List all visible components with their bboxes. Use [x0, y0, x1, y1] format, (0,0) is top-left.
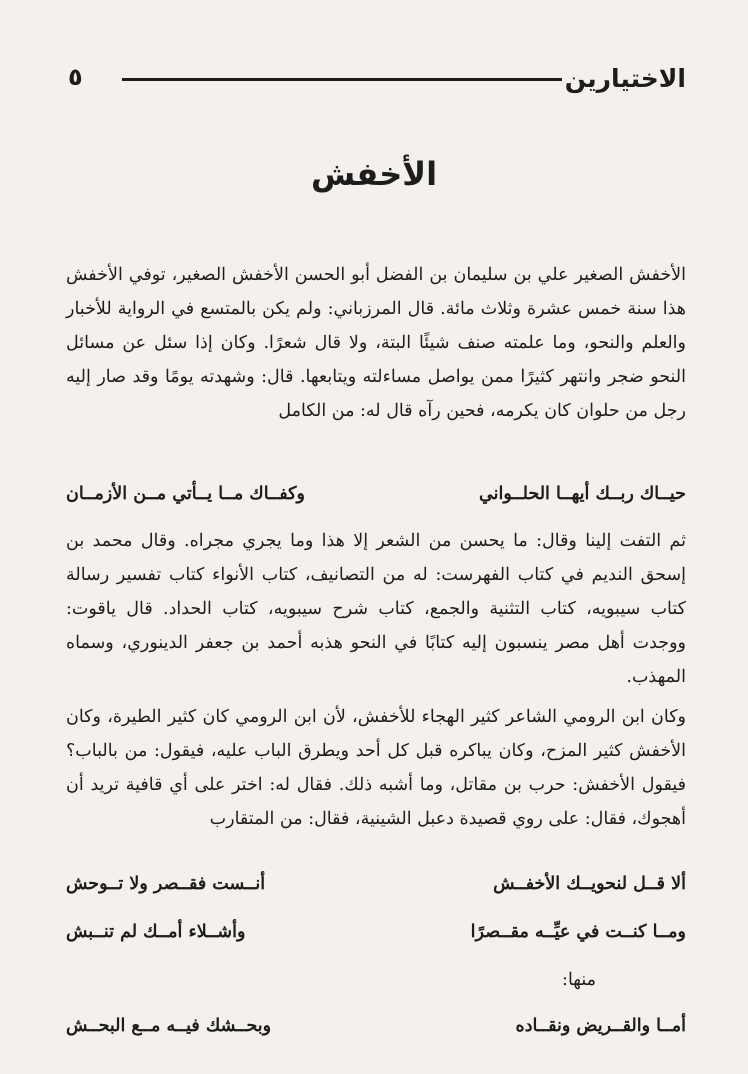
verse-line: [66, 478, 686, 510]
verse-line: [66, 916, 686, 948]
verse-first-hemistich: ومــا كنــت في عيِّــه مقــصرًا: [470, 922, 686, 942]
verse-first-hemistich: حيــاك ربــك أيهــا الحلــواني: [479, 484, 686, 504]
paragraph: ثم التفت إلينا وقال: ما يحسن من الشعر إلا هذا وما يجري مجراه. وقال محمد بن إسحق النديم في كتاب الفهرست: له من التصانيف، كتاب الأنواء كتاب تفسير رسالة كتاب سيبويه، كتاب التثنية والجمع، كتاب شرح سيبويه، كتاب الحداد. قال ياقوت: ووجدت أهل مصر ينسبون إليه كتابًا في النحو هذبه أحمد بن جعفر الدينوري، وسماه المهذب.: [66, 531, 686, 687]
header-rule: [122, 78, 562, 81]
verse-second-hemistich: وبحــشك فيــه مــع البحــش: [66, 1016, 272, 1036]
page-number: ٥: [68, 63, 83, 91]
verse-second-hemistich: وكفــاك مــا يــأتي مــن الأزمــان: [66, 484, 305, 504]
verse-second-hemistich: وأشــلاء أمــك لم تنــبش: [66, 922, 246, 942]
verse-second-hemistich: أنــست فقــصر ولا تــوحش: [66, 874, 266, 894]
verse-first-hemistich: أمــا والقــريض ونقــاده: [515, 1016, 686, 1036]
verse-line: [66, 868, 686, 900]
verse-first-hemistich: ألا قــل لنحويــك الأخفــش: [493, 874, 686, 894]
excerpt-label: منها:: [562, 970, 596, 990]
paragraph: وكان ابن الرومي الشاعر كثير الهجاء للأخفش، لأن ابن الرومي كان كثير الطيرة، وكان الأخفش كثير المزح، وكان يباكره قبل كل أحد ويطرق الباب عليه، فيقول: من بالباب؟ فيقول الأخفش: حرب بن مقاتل، وما أشبه ذلك. فقال له: اختر على أي قافية تريد أن أهجوك، فقال: على روي قصيدة دعبل الشينية، فقال: من المتقارب: [66, 707, 686, 829]
running-header-title: الاختيارين: [564, 64, 686, 93]
paragraph: الأخفش الصغير علي بن سليمان بن الفضل أبو الحسن الأخفش الصغير، توفي الأخفش هذا سنة خمس عشرة وثلاث مائة. قال المرزباني: ولم يكن بالمتسع في الرواية للأخبار والعلم والنحو، وما علمته صنف شيئًا البتة، ولا قال شعرًا. وكان إذا سئل عن مسائل النحو ضجر وانتهر كثيرًا ممن يواصل مساءلته ويتابعها. قال: وشهدته يومًا وقد صار إليه رجل من حلوان كان يكرمه، فحين رآه قال له: من الكامل: [66, 265, 686, 421]
section-title: الأخفش: [310, 155, 438, 193]
verse-line: [66, 1010, 686, 1042]
